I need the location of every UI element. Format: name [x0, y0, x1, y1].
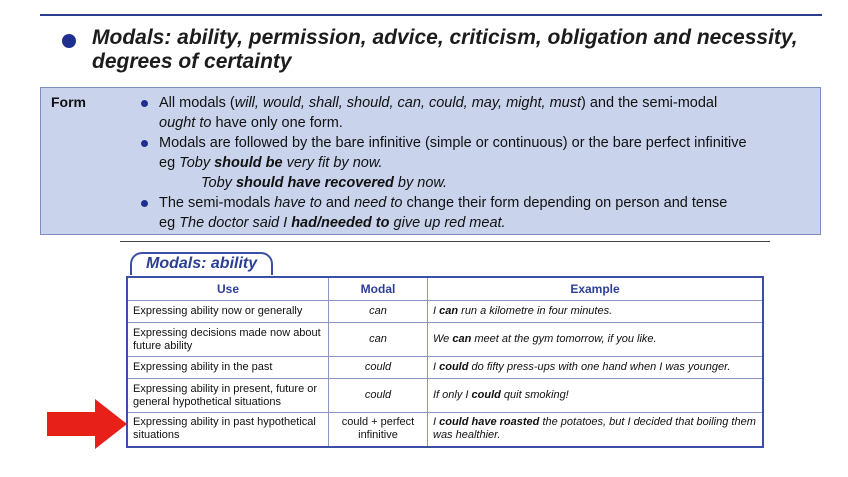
table-row — [127, 323, 763, 357]
form-bullet-3: The semi-modals have to and need to change their form depending on person and tense eg The doctor said I had/needed to give up red meat. — [141, 193, 811, 233]
bullet-dot-icon — [141, 140, 148, 147]
page-title: Modals: ability, permission, advice, criticism, obligation and necessity, degrees of certainty — [92, 26, 798, 73]
table-row — [127, 413, 763, 447]
use-cell: Expressing ability in present, future or general hypothetical situations — [127, 379, 329, 413]
modal-cell: could + perfect infinitive — [329, 413, 428, 447]
header-modal: Modal — [329, 277, 428, 301]
modal-cell: could — [329, 379, 428, 413]
use-cell: Expressing ability in the past — [127, 357, 329, 379]
bullet-dot-icon — [141, 100, 148, 107]
example-cell: If only I could quit smoking! — [428, 379, 764, 413]
red-arrow-icon — [47, 399, 127, 449]
example-cell: I could do fifty press-ups with one hand when I was younger. — [428, 357, 764, 379]
modal-cell: can — [329, 301, 428, 323]
form-box — [40, 87, 821, 235]
table-row — [127, 301, 763, 323]
bullet-dot-icon — [62, 34, 76, 48]
table-row — [127, 357, 763, 379]
form-bullet-2: Modals are followed by the bare infinitive (simple or continuous) or the bare perfect infinitive eg Toby should be very fit by now. Toby should have recovered by now. — [141, 133, 811, 193]
use-cell: Expressing ability now or generally — [127, 301, 329, 323]
ability-table — [126, 276, 764, 448]
example-cell: We can meet at the gym tomorrow, if you like. — [428, 323, 764, 357]
use-cell: Expressing decisions made now about future ability — [127, 323, 329, 357]
modal-cell: can — [329, 323, 428, 357]
table-row — [127, 379, 763, 413]
modal-cell: could — [329, 357, 428, 379]
example-cell: I could have roasted the potatoes, but I decided that boiling them was healthier. — [428, 413, 764, 447]
ability-tab-title: Modals: ability — [130, 252, 273, 275]
separator-line — [120, 241, 770, 242]
use-cell: Expressing ability in past hypothetical situations — [127, 413, 329, 447]
header-use: Use — [127, 277, 329, 301]
form-label: Form — [51, 94, 86, 110]
form-list — [141, 93, 811, 233]
table-header-row — [127, 277, 763, 301]
top-rule — [40, 14, 822, 16]
form-bullet-1: All modals (will, would, shall, should, can, could, may, might, must) and the semi-modal ought to have only one form. — [141, 93, 811, 133]
header-example: Example — [428, 277, 764, 301]
bullet-dot-icon — [141, 200, 148, 207]
example-cell: I can run a kilometre in four minutes. — [428, 301, 764, 323]
